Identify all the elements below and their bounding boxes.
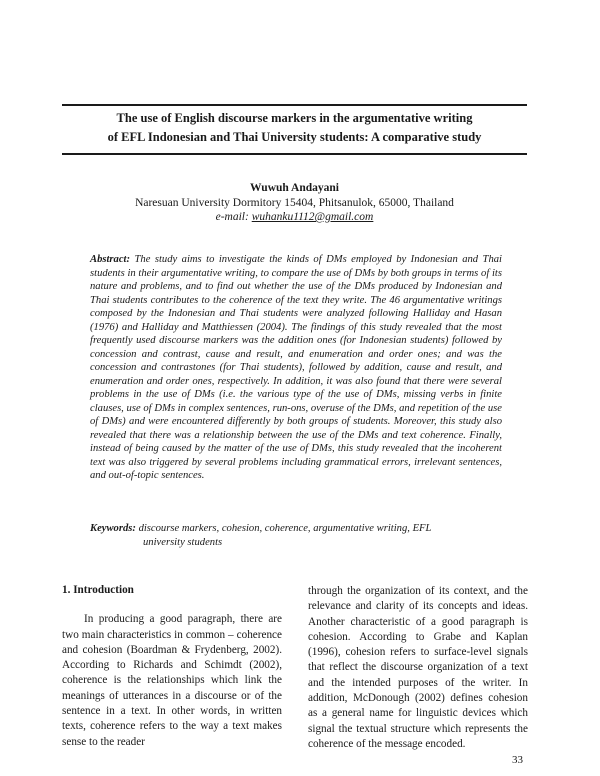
intro-paragraph-left: In producing a good paragraph, there are two main characteristics in common – coherence and cohesion (Boardman & Frydenberg, 2002). According to Richards and Schimdt (2002), coherence is the relationships which link the meanings of utterances in a discourse or of the sentence in a text. In other words, in written texts, coherence refers to the way a text makes sense to the reader — [62, 613, 282, 748]
page-number: 33 — [512, 754, 523, 766]
intro-paragraph-right: through the organization of its context, and the relevance and clarity of its concepts and ideas. Another characteristic of a good paragraph is cohesion. According to Grabe and Kaplan (1996), cohesion refers to surface-level signals that reflect the discourse organization of a text and the intended purposes of the writer. In addition, McDonough (2002) defines cohesion as a general name for linguistic devices which signal the textual structure which represents the coherence of the message encoded. — [308, 585, 528, 750]
keywords-line-2: university students — [143, 536, 223, 548]
author-name: Wuwuh Andayani — [250, 182, 339, 194]
left-column — [62, 583, 282, 750]
keywords-label: Keywords: — [90, 523, 136, 534]
title-top-rule — [62, 104, 527, 106]
title-line-2: of EFL Indonesian and Thai University students: A comparative study — [107, 130, 482, 144]
title-line-1: The use of English discourse markers in the argumentative writing — [116, 111, 473, 125]
author-block — [62, 181, 527, 225]
email-link[interactable]: wuhanku1112@gmail.com — [251, 211, 374, 223]
section-heading: 1. Introduction — [62, 584, 134, 596]
email-label: e-mail: — [215, 211, 249, 223]
keywords-line-1: discourse markers, cohesion, coherence, argumentative writing, EFL — [138, 523, 432, 534]
abstract-label: Abstract: — [90, 254, 131, 265]
right-column — [308, 584, 528, 752]
author-affiliation: Naresuan University Dormitory 15404, Phitsanulok, 65000, Thailand — [135, 196, 454, 209]
keywords — [90, 522, 502, 549]
author-email-line — [62, 210, 527, 225]
paper-title — [62, 109, 527, 147]
abstract — [90, 253, 502, 483]
abstract-text: The study aims to investigate the kinds of DMs employed by Indonesian and Thai students in their argumentative writing, to compare the use of DMs by both groups in terms of its nature and problems, and to find out whether the use of the DMs produced by Indonesian and Thai students contributes to the coherence of the text they write. The 46 argumentative writings composed by the Indonesian and Thai students were analyzed following Halliday and Hasan (1976) and Halliday and Matthiessen (2004). The findings of this study revealed that the most frequently used discourse markers was the addition ones (for Indonesian students) followed by concession and contrast, cause and result, and enumeration and order ones; and was the concession and contrastones (for Thai students), followed by addition, cause and result, and enumeration and order ones, respectively. In addition, it was also found that there were several problems in the use of DMs (i.e. the various type of the use of DMs, missing verbs in finite clauses, use of DMs in complex sentences, run-ons, overuse of the DMs, and repetition of the use of DMs) and were encountered differently by both groups of students. Moreover, this study also revealed that there was a relationship between the use of the DMs and text coherence. Finally, instead of being caused by the matter of the use of DMs, this study revealed that the incoherent text was also triggered by several problems including grammatical errors, irrelevant sentences, and out-of-topic sentences. — [90, 254, 502, 481]
title-bottom-rule — [62, 153, 527, 155]
